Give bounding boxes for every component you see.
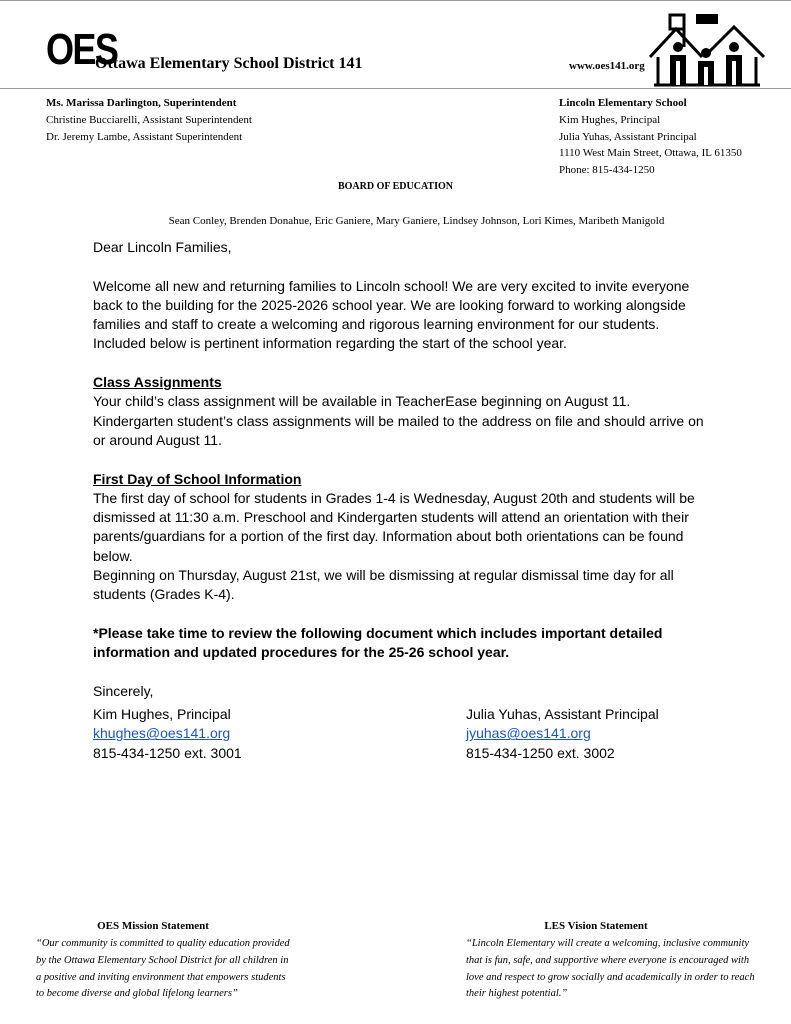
principal: Kim Hughes, Principal	[559, 113, 661, 126]
signature-phone: 815-434-1250 ext. 3002	[466, 744, 615, 761]
greeting: Dear Lincoln Families,	[93, 239, 232, 255]
email-link[interactable]: jyuhas@oes141.org	[466, 725, 591, 742]
district-admin-list	[46, 95, 252, 145]
assistant-superintendent: Christine Bucciarelli, Assistant Superintendent	[46, 113, 252, 126]
oes-logo-text: OES	[46, 25, 118, 74]
school-info-list	[559, 95, 742, 179]
intro-paragraph: Welcome all new and returning families to Lincoln school! We are very excited to invite everyone back to the building for the 2025-2026 school year. We are looking forward to working alongside families and staff to create a welcoming and rigorous learning environment for our students. Included below is pertinent information regarding the start of the school year.	[93, 277, 690, 352]
signature-assistant-principal	[466, 705, 659, 763]
assistant-superintendent: Dr. Jeremy Lambe, Assistant Superintendent	[46, 130, 243, 143]
board-members: Sean Conley, Brenden Donahue, Eric Ganiere, Mary Ganiere, Lindsey Johnson, Lori Kimes, Maribeth Manigold	[168, 215, 665, 227]
top-border	[0, 0, 791, 1]
first-day-text: The first day of school for students in Grades 1-4 is Wednesday, August 20th and students will be dismissed at 11:30 a.m. Preschool and Kindergarten students will attend an orientation with their parents/guardians for a portion of the first day. Information about both orientations can be found below.	[93, 489, 695, 564]
vision-text: “Lincoln Elementary will create a welcoming, inclusive community that is fun, safe, and supportive where everyone is encouraged with love and respect to grow socially and academically in order to reach their highest potential.”	[466, 938, 755, 1000]
school-address: 1110 West Main Street, Ottawa, IL 61350	[559, 147, 742, 160]
class-assignments-heading: Class Assignments	[93, 374, 222, 391]
closing: Sincerely,	[93, 682, 154, 699]
signature-principal	[93, 705, 242, 763]
class-assignments-text: Your child’s class assignment will be available in TeacherEase beginning on August 11. Kindergarten student’s class assignments will be mailed to the address on file and should arrive on or around August 11.	[93, 393, 704, 448]
review-note: *Please take time to review the following document which includes important detailed information and updated procedures for the 25-26 school year.	[93, 624, 663, 661]
vision-title: LES Vision Statement	[544, 920, 648, 932]
mission-title: OES Mission Statement	[97, 920, 209, 932]
mission-text: “Our community is committed to quality education provided by the Ottawa Elementary School District for all children in a positive and inviting environment that empowers students to become diverse and global lifelong learners”	[36, 938, 290, 1000]
website-text: www.oes141.org	[569, 60, 645, 72]
letter-body	[93, 238, 713, 701]
schoolhouse-logo-icon	[648, 13, 766, 88]
superintendent: Ms. Marissa Darlington, Superintendent	[46, 97, 237, 109]
first-day-heading: First Day of School Information	[93, 470, 302, 487]
school-name: Lincoln Elementary School	[559, 97, 687, 109]
header-divider	[0, 88, 791, 89]
assistant-principal: Julia Yuhas, Assistant Principal	[559, 130, 697, 143]
school-phone: Phone: 815-434-1250	[559, 164, 655, 177]
email-link[interactable]: khughes@oes141.org	[93, 725, 231, 742]
signature-name: Julia Yuhas, Assistant Principal	[466, 706, 659, 722]
district-name: Ottawa Elementary School District 141	[95, 55, 363, 72]
signature-name: Kim Hughes, Principal	[93, 706, 231, 722]
signature-phone: 815-434-1250 ext. 3001	[93, 744, 242, 761]
first-day-text-2: Beginning on Thursday, August 21st, we will be dismissing at regular dismissal time day for all students (Grades K-4).	[93, 567, 674, 603]
board-title: BOARD OF EDUCATION	[337, 181, 453, 192]
